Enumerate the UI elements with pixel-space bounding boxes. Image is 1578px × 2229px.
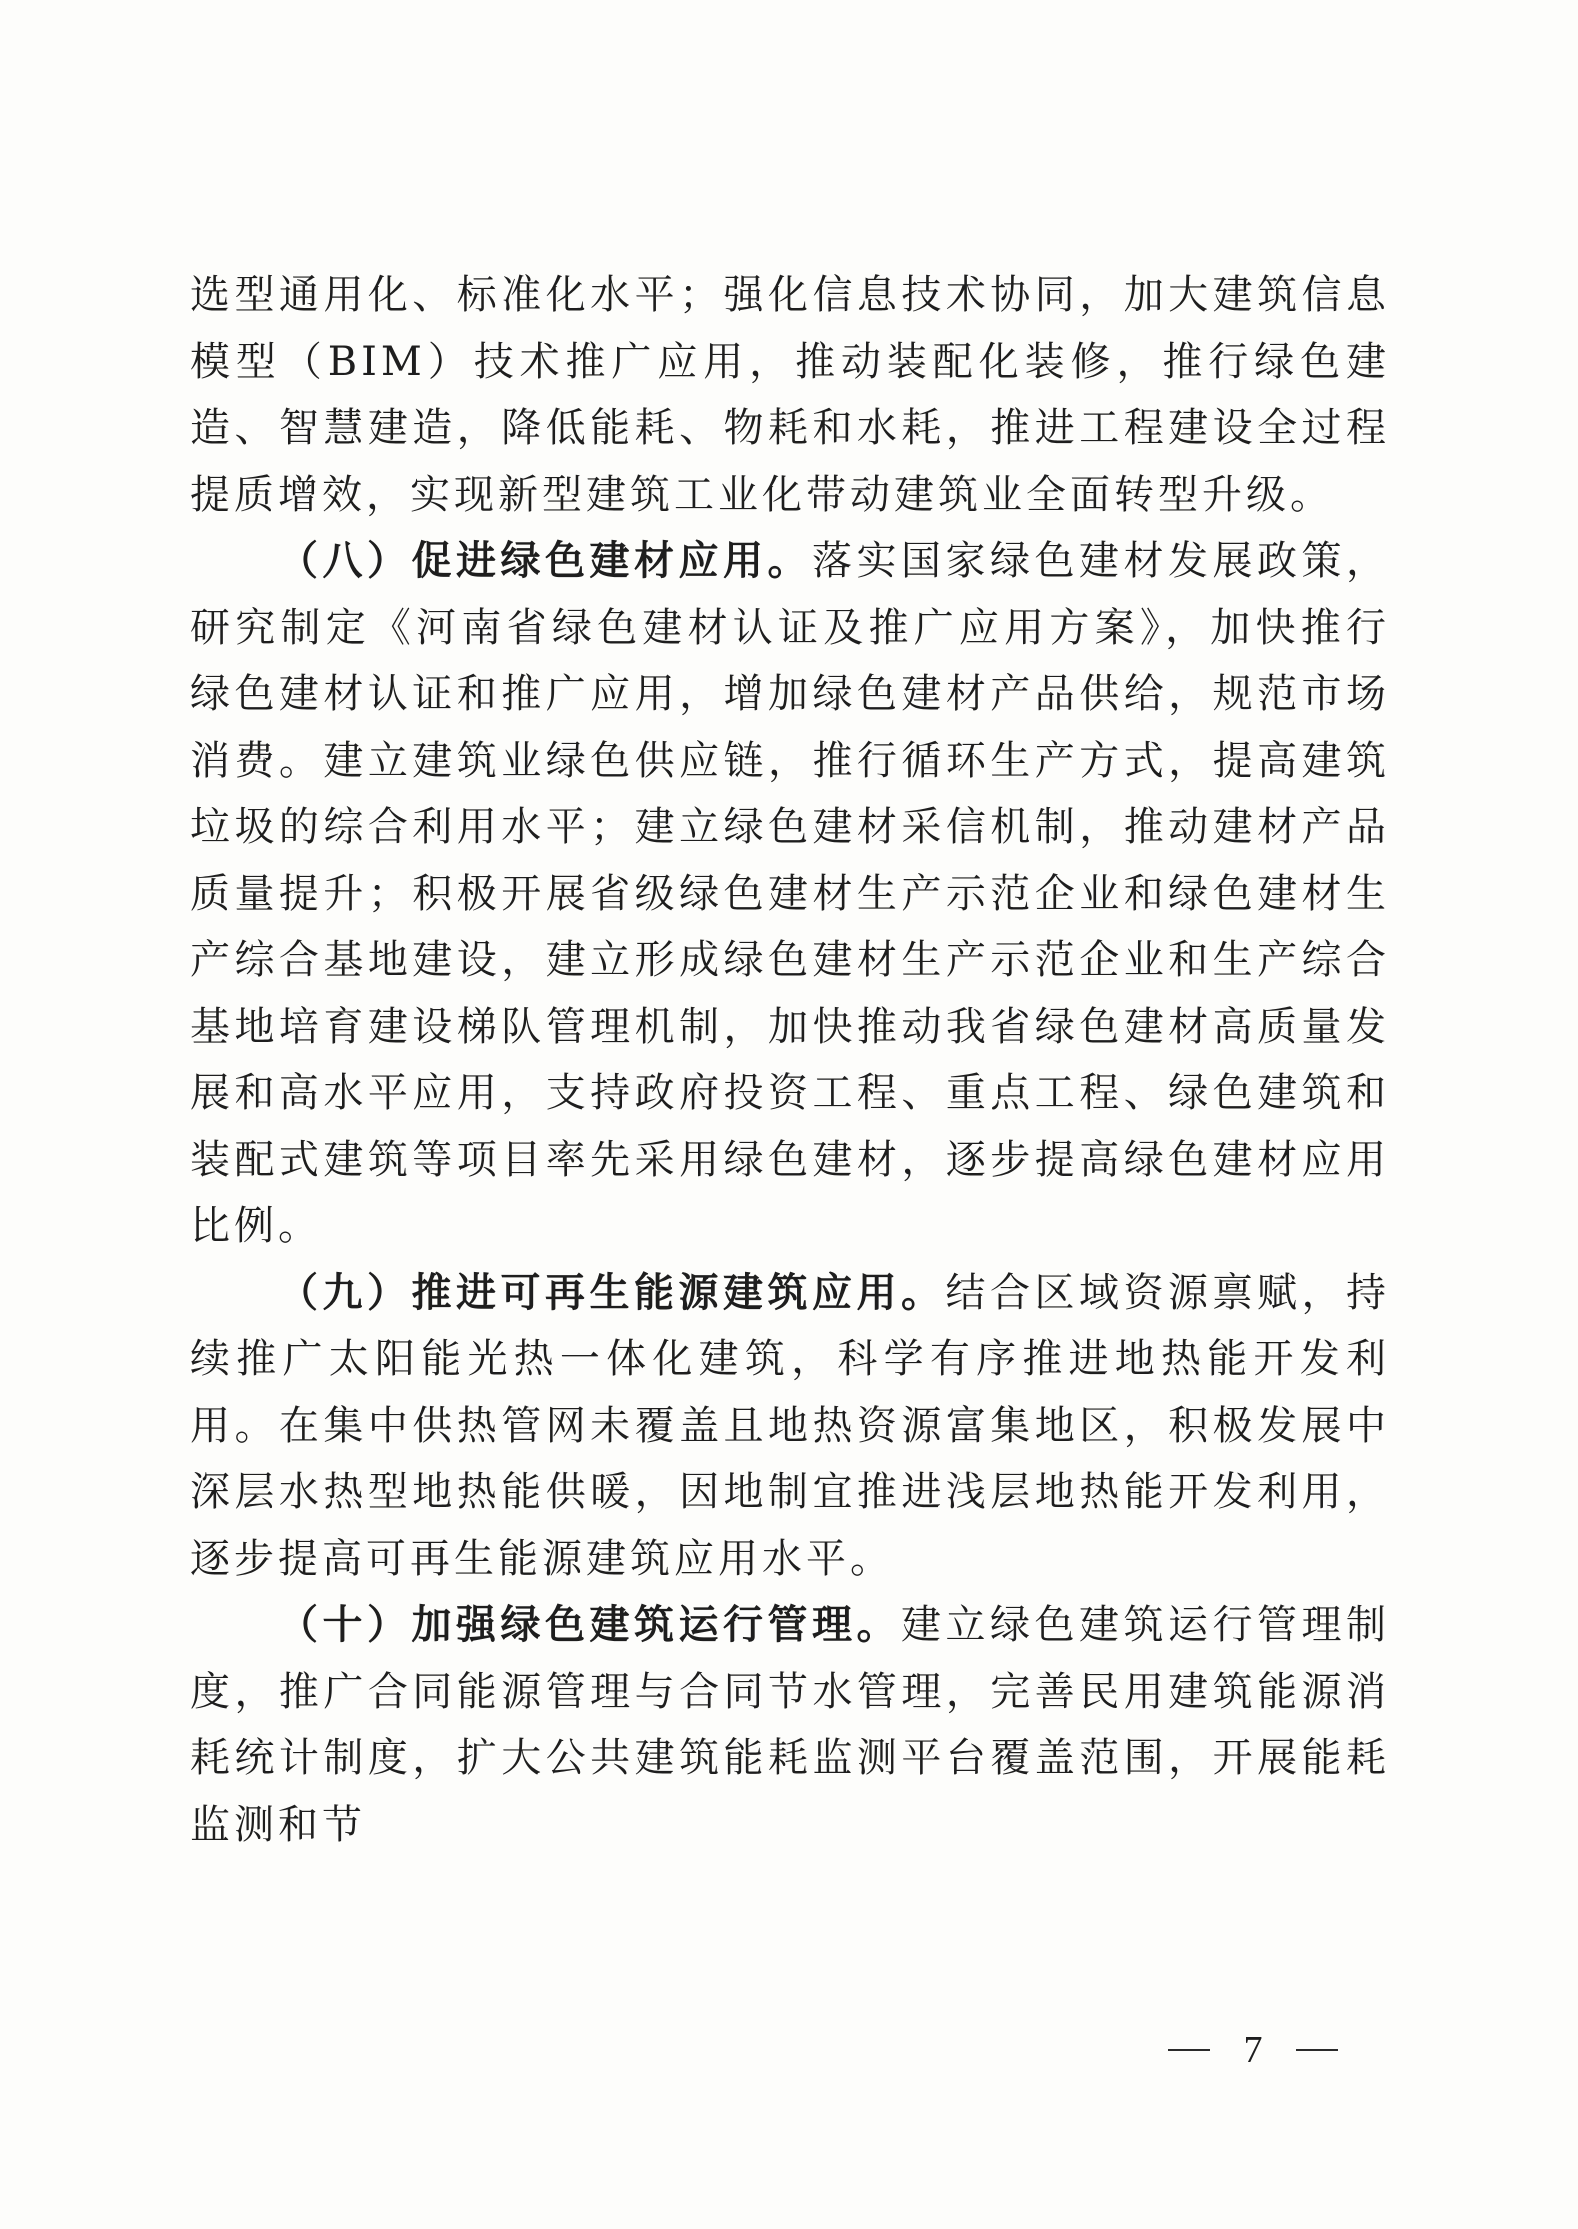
paragraph-text: 选型通用化、标准化水平；强化信息技术协同，加大建筑信息模型（BIM）技术推广应用，推动装配化装修，推行绿色建造、智慧建造，降低能耗、物耗和水耗，推进工程建设全过程提质增效，实现新型建筑工业化带动建筑业全面转型升级。 bbox=[190, 272, 1390, 518]
paragraph-text: 建立绿色建筑运行管理制度，推广合同能源管理与合同节水管理，完善民用建筑能源消耗统计制度，扩大公共建筑能耗监测平台覆盖范围，开展能耗监测和节 bbox=[190, 1602, 1390, 1848]
footer-dash-right bbox=[1296, 2049, 1338, 2051]
paragraph-section-10 bbox=[190, 1592, 1390, 1858]
page-number: 7 bbox=[1243, 2029, 1263, 2071]
section-heading: （八）促进绿色建材应用。 bbox=[278, 538, 812, 584]
paragraph-section-9 bbox=[190, 1260, 1390, 1593]
paragraph-text: 结合区域资源禀赋，持续推广太阳能光热一体化建筑，科学有序推进地热能开发利用。在集中供热管网未覆盖且地热资源富集地区，积极发展中深层水热型地热能供暖，因地制宜推进浅层地热能开发利用，逐步提高可再生能源建筑应用水平。 bbox=[190, 1269, 1390, 1582]
footer-dash-left bbox=[1168, 2049, 1210, 2051]
document-body bbox=[190, 262, 1390, 1858]
paragraph-section-8 bbox=[190, 528, 1390, 1260]
paragraph-text: 落实国家绿色建材发展政策，研究制定《河南省绿色建材认证及推广应用方案》，加快推行绿色建材认证和推广应用，增加绿色建材产品供给，规范市场消费。建立建筑业绿色供应链，推行循环生产方式，提高建筑垃圾的综合利用水平；建立绿色建材采信机制，推动建材产品质量提升；积极开展省级绿色建材生产示范企业和绿色建材生产综合基地建设，建立形成绿色建材生产示范企业和生产综合基地培育建设梯队管理机制，加快推动我省绿色建材高质量发展和高水平应用，支持政府投资工程、重点工程、绿色建筑和装配式建筑等项目率先采用绿色建材，逐步提高绿色建材应用比例。 bbox=[190, 538, 1390, 1249]
section-heading: （十）加强绿色建筑运行管理。 bbox=[278, 1602, 901, 1648]
page-footer bbox=[1168, 2025, 1338, 2075]
paragraph-continued bbox=[190, 262, 1390, 528]
section-heading: （九）推进可再生能源建筑应用。 bbox=[278, 1269, 946, 1316]
